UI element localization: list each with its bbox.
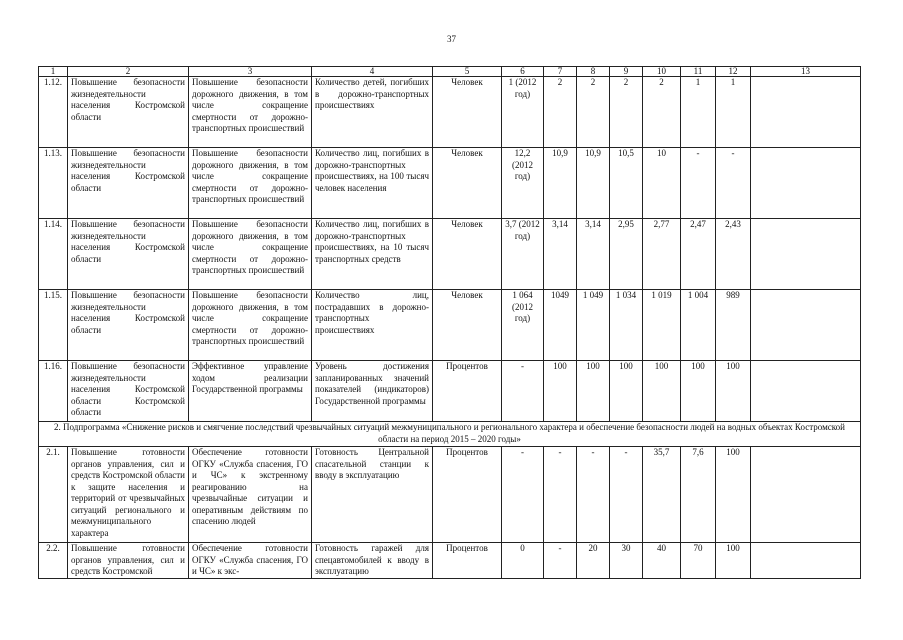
task-cell: Повышение безопасности дорожного движения, в том числе сокращение смертности от дорожно-транспортных происшествий	[189, 219, 312, 290]
value-cell: 2	[544, 77, 577, 148]
value-cell: 1	[716, 77, 751, 148]
notes-cell	[751, 447, 861, 543]
row-number: 1.16.	[39, 361, 68, 422]
task-cell: Эффективное управление ходом реализации Государственной программы	[189, 361, 312, 422]
value-cell: 2,95	[610, 219, 643, 290]
value-cell: 1 019	[643, 290, 681, 361]
value-cell: 2,77	[643, 219, 681, 290]
value-cell: -	[544, 447, 577, 543]
row-number: 2.2.	[39, 543, 68, 579]
goal-cell: Повышение безопасности жизнедеятельности населения Костромской области	[68, 290, 189, 361]
value-cell: 7,6	[681, 447, 716, 543]
goal-cell: Повышение готовности органов управления, сил и средств Костромской области к защите населения и территорий от чрезвычайных ситуаций регионального и межмуниципального характера	[68, 447, 189, 543]
table-row	[39, 219, 861, 290]
header-cell: 9	[610, 67, 643, 77]
value-cell: -	[544, 543, 577, 579]
goal-cell: Повышение безопасности жизнедеятельности населения Костромской области	[68, 148, 189, 219]
row-number: 1.13.	[39, 148, 68, 219]
value-cell: 10,9	[577, 148, 610, 219]
value-cell: 3,14	[577, 219, 610, 290]
value-cell: 100	[716, 543, 751, 579]
table-row	[39, 543, 861, 579]
base-value-cell: 1 064 (2012 год)	[502, 290, 544, 361]
value-cell: 1 004	[681, 290, 716, 361]
row-number: 1.15.	[39, 290, 68, 361]
base-value-cell: 1 (2012 год)	[502, 77, 544, 148]
indicator-cell: Количество детей, погибших в дорожно-транспортных происшествиях	[312, 77, 433, 148]
value-cell: -	[577, 447, 610, 543]
value-cell: 10,5	[610, 148, 643, 219]
indicator-cell: Готовность Центральной спасательной станции к вводу в эксплуатацию	[312, 447, 433, 543]
notes-cell	[751, 148, 861, 219]
base-value-cell: 3,7 (2012 год)	[502, 219, 544, 290]
unit-cell: Процентов	[433, 543, 502, 579]
unit-cell: Человек	[433, 290, 502, 361]
header-cell: 6	[502, 67, 544, 77]
unit-cell: Процентов	[433, 447, 502, 543]
value-cell: 2	[577, 77, 610, 148]
value-cell: 3,14	[544, 219, 577, 290]
unit-cell: Человек	[433, 77, 502, 148]
header-cell: 7	[544, 67, 577, 77]
base-value-cell: -	[502, 361, 544, 422]
header-cell: 2	[68, 67, 189, 77]
indicator-cell: Готовность гаражей для спецавтомобилей к вводу в эксплуатацию	[312, 543, 433, 579]
section-row	[39, 422, 861, 447]
row-number: 1.12.	[39, 77, 68, 148]
goal-cell: Повышение безопасности жизнедеятельности населения Костромской области	[68, 77, 189, 148]
row-number: 2.1.	[39, 447, 68, 543]
row-number: 1.14.	[39, 219, 68, 290]
value-cell: 100	[544, 361, 577, 422]
header-cell: 11	[681, 67, 716, 77]
header-cell: 13	[751, 67, 861, 77]
header-cell: 3	[189, 67, 312, 77]
table-row	[39, 77, 861, 148]
indicator-cell: Количество лиц, пострадавших в дорожно-транспортных происшествиях	[312, 290, 433, 361]
header-cell: 4	[312, 67, 433, 77]
header-cell: 1	[39, 67, 68, 77]
notes-cell	[751, 290, 861, 361]
value-cell: 1049	[544, 290, 577, 361]
value-cell: 10	[643, 148, 681, 219]
value-cell: 2	[643, 77, 681, 148]
value-cell: 1	[681, 77, 716, 148]
value-cell: 2	[610, 77, 643, 148]
value-cell: 100	[716, 361, 751, 422]
goal-cell: Повышение безопасности жизнедеятельности населения Костромской области Костромской области	[68, 361, 189, 422]
table-row	[39, 148, 861, 219]
header-cell: 10	[643, 67, 681, 77]
header-cell: 12	[716, 67, 751, 77]
header-cell: 8	[577, 67, 610, 77]
indicators-table	[38, 66, 861, 579]
value-cell: 10,9	[544, 148, 577, 219]
unit-cell: Человек	[433, 219, 502, 290]
value-cell: 2,47	[681, 219, 716, 290]
notes-cell	[751, 77, 861, 148]
subprogram-title: 2. Подпрограмма «Снижение рисков и смягчение последствий чрезвычайных ситуаций межмуниципального и регионального характера и обеспечение безопасности людей на водных объектах Костромской области на период 2015 – 2020 годы»	[39, 422, 861, 447]
goal-cell: Повышение готовности органов управления, сил и средств Костромской	[68, 543, 189, 579]
header-cell: 5	[433, 67, 502, 77]
header-row	[39, 67, 861, 77]
indicator-cell: Количество лиц, погибших в дорожно-транспортных происшествиях, на 10 тысяч транспортных средств	[312, 219, 433, 290]
value-cell: -	[681, 148, 716, 219]
table-row	[39, 447, 861, 543]
task-cell: Повышение безопасности дорожного движения, в том числе сокращение смертности от дорожно-транспортных происшествий	[189, 290, 312, 361]
table-row	[39, 361, 861, 422]
task-cell: Повышение безопасности дорожного движения, в том числе сокращение смертности от дорожно-транспортных происшествий	[189, 148, 312, 219]
base-value-cell: 12,2 (2012 год)	[502, 148, 544, 219]
base-value-cell: 0	[502, 543, 544, 579]
unit-cell: Человек	[433, 148, 502, 219]
goal-cell: Повышение безопасности жизнедеятельности населения Костромской области	[68, 219, 189, 290]
notes-cell	[751, 219, 861, 290]
table-row	[39, 290, 861, 361]
value-cell: 20	[577, 543, 610, 579]
value-cell: 1 049	[577, 290, 610, 361]
indicator-cell: Количество лиц, погибших в дорожно-транспортных происшествиях, на 100 тысяч человек населения	[312, 148, 433, 219]
value-cell: 989	[716, 290, 751, 361]
task-cell: Обеспечение готовности ОГКУ «Служба спасения, ГО и ЧС» к экстренному реагированию на чрезвычайные ситуации и оперативным действиям по спасению людей	[189, 447, 312, 543]
value-cell: 100	[681, 361, 716, 422]
value-cell: 100	[577, 361, 610, 422]
value-cell: 40	[643, 543, 681, 579]
value-cell: 1 034	[610, 290, 643, 361]
page-number: 37	[447, 34, 456, 44]
task-cell: Обеспечение готовности ОГКУ «Служба спасения, ГО и ЧС» к экс-	[189, 543, 312, 579]
notes-cell	[751, 543, 861, 579]
value-cell: 70	[681, 543, 716, 579]
unit-cell: Процентов	[433, 361, 502, 422]
value-cell: 100	[610, 361, 643, 422]
value-cell: -	[716, 148, 751, 219]
value-cell: 100	[643, 361, 681, 422]
value-cell: 2,43	[716, 219, 751, 290]
notes-cell	[751, 361, 861, 422]
value-cell: 30	[610, 543, 643, 579]
indicator-cell: Уровень достижения запланированных значений показателей (индикаторов) Государственной программы	[312, 361, 433, 422]
value-cell: -	[610, 447, 643, 543]
task-cell: Повышение безопасности дорожного движения, в том числе сокращение смертности от дорожно-транспортных происшествий	[189, 77, 312, 148]
value-cell: 100	[716, 447, 751, 543]
value-cell: 35,7	[643, 447, 681, 543]
base-value-cell: -	[502, 447, 544, 543]
